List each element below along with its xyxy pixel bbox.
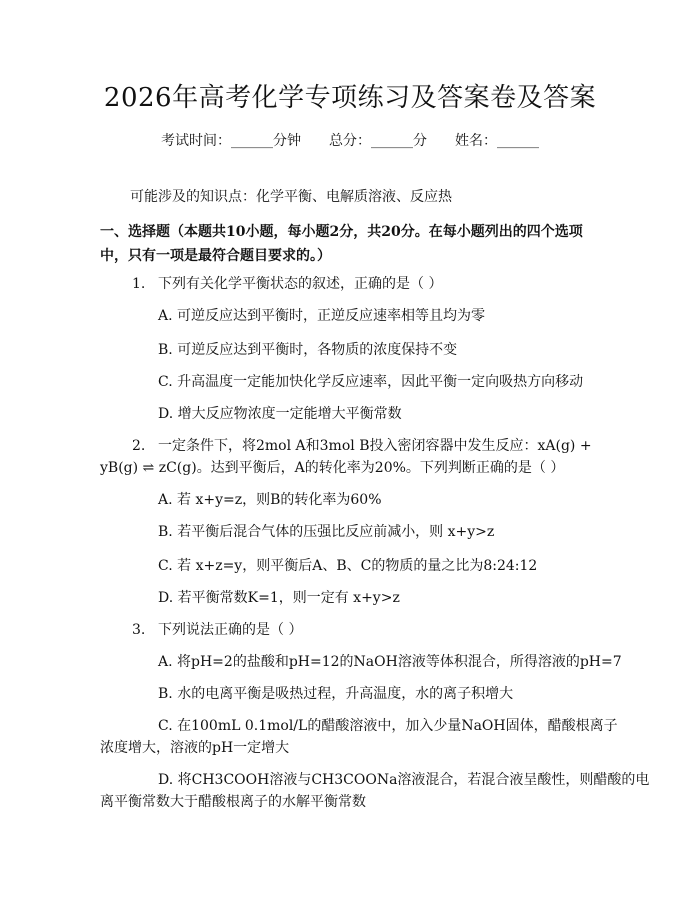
section-heading-line-1: 一、选择题（本题共10小题，每小题2分，共20分。在每小题列出的四个选项 — [100, 224, 583, 240]
question-stem: 下列说法正确的是（ ） — [158, 622, 303, 638]
q3-option-a: A. 将pH=2的盐酸和pH=12的NaOH溶液等体积混合，所得溶液的pH=7 — [158, 654, 622, 670]
q2-option-b: B. 若平衡后混合气体的压强比反应前减小，则 x+y>z — [158, 524, 495, 540]
student-name-field: 姓名：______ — [455, 133, 539, 149]
exam-info-line — [0, 131, 700, 151]
page-title: 2026年高考化学专项练习及答案卷及答案 — [103, 83, 597, 113]
q1-option-c: C. 升高温度一定能加快化学反应速率，因此平衡一定向吸热方向移动 — [158, 374, 584, 390]
question-stem-line-2: yB(g) ⇌ zC(g)。达到平衡后，A的转化率为20%。下列判断正确的是（ ） — [100, 460, 565, 476]
question-stem-line-1: 一定条件下，将2mol A和3mol B投入密闭容器中发生反应：xA(g) + — [158, 438, 592, 454]
q1-option-a: A. 可逆反应达到平衡时，正逆反应速率相等且均为零 — [158, 308, 486, 324]
q3-option-d-line-2: 离平衡常数大于醋酸根离子的水解平衡常数 — [100, 794, 366, 810]
total-score-field: 总分：______分 — [329, 133, 427, 149]
q3-option-c-line-2: 浓度增大，溶液的pH一定增大 — [100, 740, 290, 756]
section-heading-line-2: 中，只有一项是最符合题目要求的。） — [100, 248, 331, 264]
q3-option-b: B. 水的电离平衡是吸热过程，升高温度，水的离子积增大 — [158, 686, 514, 702]
knowledge-points: 可能涉及的知识点：化学平衡、电解质溶液、反应热 — [130, 189, 452, 205]
exam-time-field: 考试时间：______分钟 — [161, 133, 301, 149]
q1-option-b: B. 可逆反应达到平衡时，各物质的浓度保持不变 — [158, 342, 458, 358]
q3-option-d-line-1: D. 将CH3COOH溶液与CH3COONa溶液混合，若混合液呈酸性，则醋酸的电 — [158, 772, 650, 788]
question-number: 3. — [132, 622, 146, 638]
q3-option-c-line-1: C. 在100mL 0.1mol/L的醋酸溶液中，加入少量NaOH固体，醋酸根离子 — [158, 718, 618, 734]
section-heading — [100, 220, 600, 268]
question-number: 1. — [132, 276, 146, 292]
question-stem: 下列有关化学平衡状态的叙述，正确的是（ ） — [158, 276, 443, 292]
q2-option-a: A. 若 x+y=z，则B的转化率为60% — [158, 492, 382, 508]
question-number: 2. — [132, 438, 146, 454]
q1-option-d: D. 增大反应物浓度一定能增大平衡常数 — [158, 406, 402, 422]
q2-option-c: C. 若 x+z=y，则平衡后A、B、C的物质的量之比为8:24:12 — [158, 558, 538, 574]
q2-option-d: D. 若平衡常数K=1，则一定有 x+y>z — [158, 590, 400, 606]
